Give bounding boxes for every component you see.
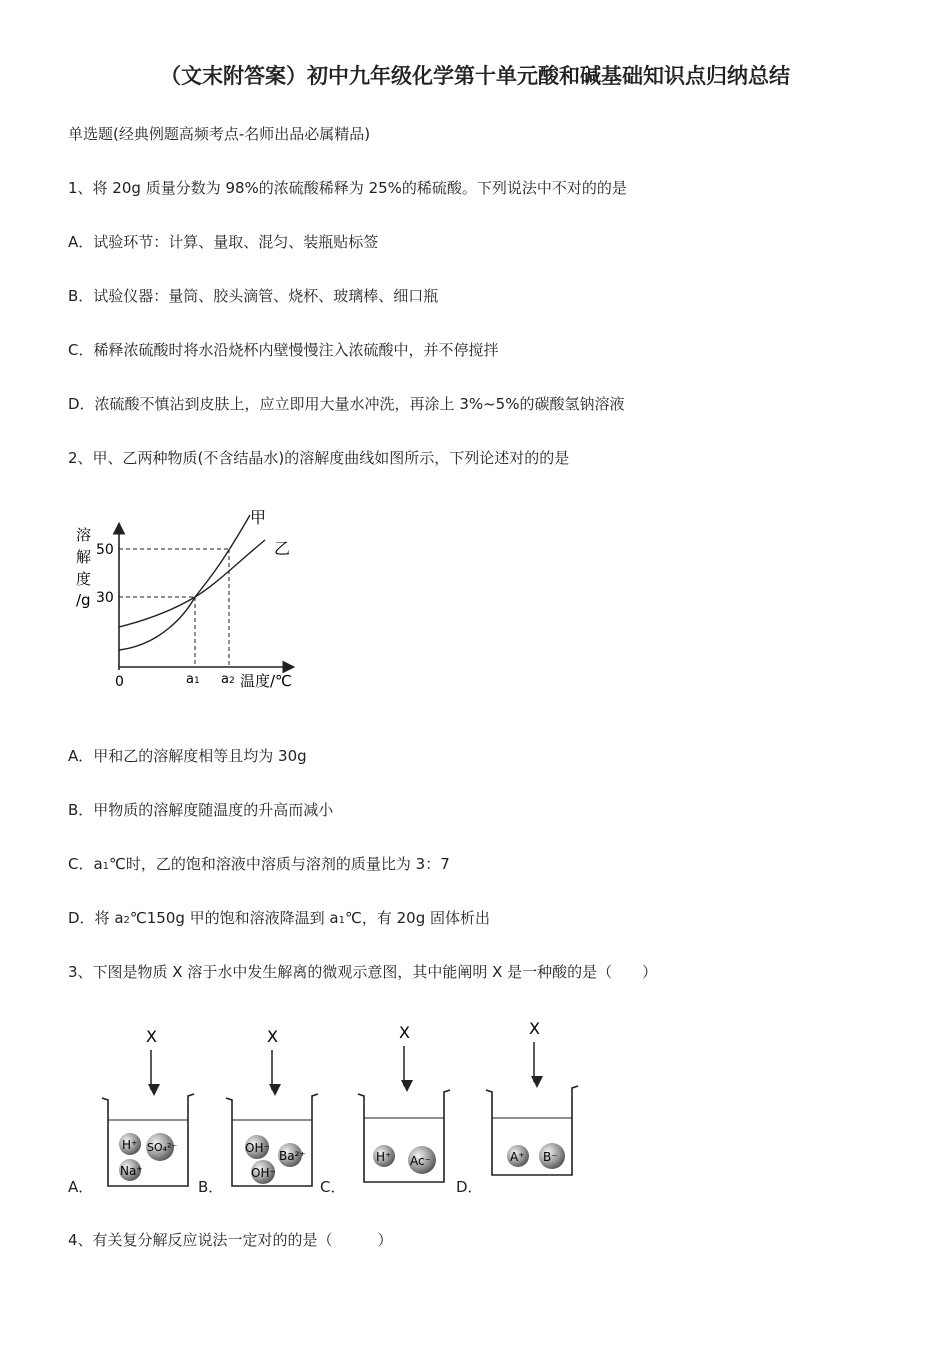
beaker-d — [486, 1019, 578, 1175]
curve-jia — [119, 515, 250, 650]
q1-option-c: C．稀释浓硫酸时将水沿烧杯内壁慢慢注入浓硫酸中，并不停搅拌 — [68, 341, 499, 359]
beaker-a-x: X — [146, 1027, 157, 1046]
beaker-b-x: X — [267, 1027, 278, 1046]
q3-stem: 3、下图是物质 X 溶于水中发生解离的微观示意图，其中能阐明 X 是一种酸的是（ ） — [68, 963, 658, 981]
ion-d-2: B⁻ — [543, 1150, 558, 1164]
solubility-chart — [60, 500, 320, 700]
series-label-yi: 乙 — [274, 539, 291, 558]
q1-option-a: A．试验环节：计算、量取、混匀、装瓶贴标签 — [68, 233, 379, 251]
y-label-3: 度 — [76, 570, 92, 588]
ion-a-2: SO₄²⁻ — [147, 1141, 178, 1154]
q2-option-a: A．甲和乙的溶解度相等且均为 30g — [68, 747, 307, 765]
beaker-c-x: X — [399, 1023, 410, 1042]
q2-stem: 2、甲、乙两种物质(不含结晶水)的溶解度曲线如图所示，下列论述对的的是 — [68, 449, 570, 467]
q2-option-d: D．将 a2℃150g 甲的饱和溶液降温到 a1℃，有 20g 固体析出 — [68, 909, 490, 927]
q1-option-d: D．浓硫酸不慎沾到皮肤上，应立即用大量水冲洗，再涂上 3%~5%的碳酸氢钠溶液 — [68, 395, 625, 413]
y-label-2: 解 — [76, 548, 92, 566]
series-label-jia: 甲 — [250, 508, 267, 527]
x-axis-label: 温度/℃ — [240, 672, 292, 690]
beaker-d-x: X — [529, 1019, 540, 1038]
ion-b-2: Ba²⁺ — [279, 1149, 306, 1163]
ion-b-3: OH⁻ — [251, 1166, 276, 1180]
beaker-a — [102, 1027, 194, 1186]
q3-option-b-label: B． — [198, 1178, 224, 1196]
q3-option-d-label: D． — [456, 1178, 483, 1196]
q3-option-c-label: C． — [320, 1178, 346, 1196]
origin-label: 0 — [115, 674, 124, 690]
ion-c-1: H⁺ — [376, 1150, 392, 1164]
q1-stem: 1、将 20g 质量分数为 98%的浓硫酸稀释为 25%的稀硫酸。下列说法中不对的的是 — [68, 179, 627, 197]
beaker-b — [226, 1027, 318, 1186]
y-label-1: 溶 — [76, 526, 92, 544]
ion-c-2: Ac⁻ — [410, 1154, 431, 1168]
q1-option-b: B．试验仪器：量筒、胶头滴管、烧杯、玻璃棒、细口瓶 — [68, 287, 439, 305]
q2-option-b: B．甲物质的溶解度随温度的升高而减小 — [68, 801, 334, 819]
x-tick-a1: a1 — [186, 672, 200, 687]
y-label-4: /g — [76, 591, 91, 609]
beaker-c — [358, 1023, 450, 1182]
beakers-figure — [60, 1010, 600, 1200]
curve-yi — [119, 540, 265, 627]
q2-option-c: C．a1℃时，乙的饱和溶液中溶质与溶剂的质量比为 3：7 — [68, 855, 450, 873]
y-tick-30: 30 — [96, 590, 114, 606]
page-title: （文末附答案）初中九年级化学第十单元酸和碱基础知识点归纳总结 — [160, 64, 790, 88]
q3-option-a-label: A． — [68, 1178, 94, 1196]
section-heading: 单选题(经典例题高频考点-名师出品必属精品) — [68, 125, 371, 143]
y-tick-50: 50 — [96, 542, 114, 558]
x-tick-a2: a2 — [221, 672, 235, 687]
ion-a-1: H⁺ — [122, 1138, 138, 1152]
ion-a-3: Na⁺ — [120, 1164, 143, 1178]
q4-stem: 4、有关复分解反应说法一定对的的是（ ） — [68, 1231, 393, 1249]
ion-b-1: OH⁻ — [245, 1141, 270, 1155]
ion-d-1: A⁺ — [510, 1150, 525, 1164]
